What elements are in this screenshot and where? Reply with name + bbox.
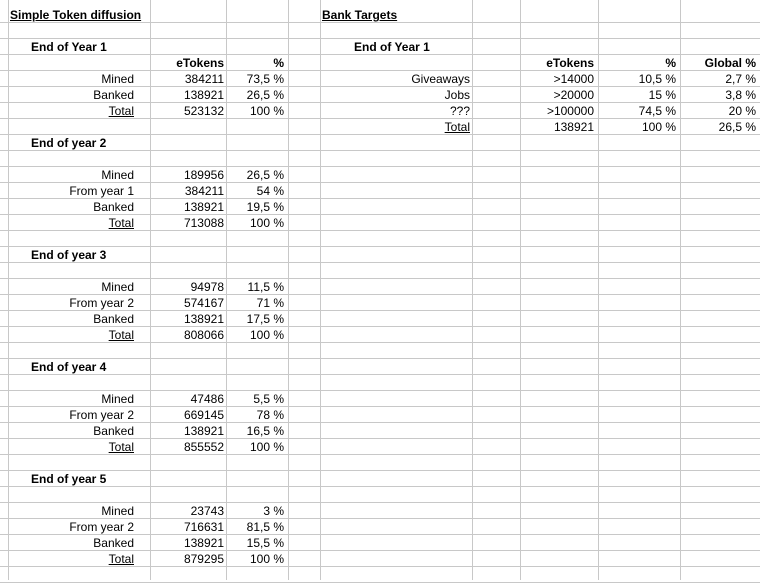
year1-col-pct[interactable]: % [273,56,284,70]
year5-pct-total[interactable]: 100 % [249,552,284,566]
year5-value-banked[interactable]: 138921 [183,536,224,550]
year3-pct-total[interactable]: 100 % [249,328,284,342]
year1-col-etokens[interactable]: eTokens [176,56,224,70]
grid-column-line [8,0,9,580]
year2-value-banked[interactable]: 138921 [183,200,224,214]
year3-pct-mined[interactable]: 11,5 % [247,280,284,294]
year3-pct-from-year[interactable]: 71 % [256,296,284,310]
grid-row-line [0,455,760,471]
year5-value-total[interactable]: 879295 [183,552,224,566]
grid-row-line [0,375,760,391]
year3-heading[interactable]: End of year 3 [31,248,107,262]
bank-label-jobs[interactable]: Jobs [444,88,470,102]
year4-pct-total[interactable]: 100 % [249,440,284,454]
year1-label-total[interactable]: Total [108,104,134,118]
year2-label-banked[interactable]: Banked [93,200,134,214]
year1-value-mined[interactable]: 384211 [184,72,224,86]
bank-col-pct[interactable]: % [665,56,676,70]
bank-col-global[interactable]: Global % [704,56,756,70]
year2-pct-banked[interactable]: 19,5 % [246,200,284,214]
bank-value-jobs[interactable]: >20000 [553,88,594,102]
year2-label-mined[interactable]: Mined [101,168,134,182]
year5-label-from-year[interactable]: From year 2 [69,520,134,534]
year5-value-mined[interactable]: 23743 [190,504,224,518]
year5-pct-mined[interactable]: 3 % [263,504,284,518]
year3-label-mined[interactable]: Mined [101,280,134,294]
bank-heading[interactable]: End of Year 1 [354,40,430,54]
year4-pct-from-year[interactable]: 78 % [256,408,284,422]
year2-value-mined[interactable]: 189956 [183,168,224,182]
year1-pct-total[interactable]: 100 % [249,104,284,118]
year4-label-total[interactable]: Total [108,440,134,454]
bank-value-total[interactable]: 138921 [553,120,594,134]
bank-global-total[interactable]: 26,5 % [718,120,756,134]
grid-row-line [0,23,760,39]
year5-label-mined[interactable]: Mined [101,504,134,518]
bank-pct-jobs[interactable]: 15 % [648,88,676,102]
year1-label-mined[interactable]: Mined [101,72,134,86]
year2-value-total[interactable]: 713088 [183,216,224,230]
year4-label-from-year[interactable]: From year 2 [69,408,134,422]
grid-column-line [472,0,473,580]
year2-heading[interactable]: End of year 2 [31,136,107,150]
sheet-title-token-diffusion[interactable]: Simple Token diffusion [10,8,142,22]
grid-row-line [0,487,760,503]
bank-global-unknown[interactable]: 20 % [728,104,756,118]
year3-value-mined[interactable]: 94978 [190,280,224,294]
bank-label-total[interactable]: Total [444,120,470,134]
bank-pct-giveaways[interactable]: 10,5 % [638,72,676,86]
sheet-title-bank-targets[interactable]: Bank Targets [322,8,398,22]
bank-pct-unknown[interactable]: 74,5 % [638,104,676,118]
year5-label-total[interactable]: Total [108,552,134,566]
year5-pct-banked[interactable]: 15,5 % [246,536,284,550]
bank-global-giveaways[interactable]: 2,7 % [725,72,756,86]
bank-value-giveaways[interactable]: >14000 [553,72,594,86]
year1-label-banked[interactable]: Banked [93,88,134,102]
year3-value-banked[interactable]: 138921 [183,312,224,326]
year3-label-total[interactable]: Total [108,328,134,342]
grid-column-line [288,0,289,580]
bank-value-unknown[interactable]: >100000 [546,104,594,118]
year2-value-from-year[interactable]: 384211 [184,184,224,198]
year3-value-from-year[interactable]: 574167 [183,296,224,310]
grid-column-line [598,0,599,580]
grid-row-line [0,343,760,359]
year4-label-mined[interactable]: Mined [101,392,134,406]
year2-label-total[interactable]: Total [108,216,134,230]
year3-pct-banked[interactable]: 17,5 % [246,312,284,326]
year5-label-banked[interactable]: Banked [93,536,134,550]
year2-pct-mined[interactable]: 26,5 % [246,168,284,182]
year5-value-from-year[interactable]: 716631 [183,520,224,534]
bank-label-unknown[interactable]: ??? [449,104,470,118]
year4-pct-mined[interactable]: 5,5 % [253,392,284,406]
grid-column-line [320,0,321,580]
year5-heading[interactable]: End of year 5 [31,472,107,486]
year1-value-banked[interactable]: 138921 [183,88,224,102]
year4-value-total[interactable]: 855552 [183,440,224,454]
year4-value-mined[interactable]: 47486 [190,392,224,406]
bank-global-jobs[interactable]: 3,8 % [725,88,756,102]
year3-label-banked[interactable]: Banked [93,312,134,326]
bank-pct-total[interactable]: 100 % [641,120,676,134]
year2-pct-from-year[interactable]: 54 % [256,184,284,198]
year1-pct-banked[interactable]: 26,5 % [246,88,284,102]
bank-col-etokens[interactable]: eTokens [546,56,594,70]
year2-label-from-year[interactable]: From year 1 [69,184,134,198]
year3-value-total[interactable]: 808066 [183,328,224,342]
year4-value-banked[interactable]: 138921 [183,424,224,438]
year4-heading[interactable]: End of year 4 [31,360,107,374]
bank-label-giveaways[interactable]: Giveaways [411,72,470,86]
grid-row-line [0,231,760,247]
year4-label-banked[interactable]: Banked [93,424,134,438]
year1-value-total[interactable]: 523132 [183,104,224,118]
grid-row-line [0,567,760,583]
grid-row-line [0,151,760,167]
year2-pct-total[interactable]: 100 % [249,216,284,230]
year1-pct-mined[interactable]: 73,5 % [246,72,284,86]
year5-pct-from-year[interactable]: 81,5 % [246,520,284,534]
grid-row-line [0,263,760,279]
year3-label-from-year[interactable]: From year 2 [69,296,134,310]
year1-heading[interactable]: End of Year 1 [31,40,107,54]
year4-pct-banked[interactable]: 16,5 % [246,424,284,438]
year4-value-from-year[interactable]: 669145 [183,408,224,422]
